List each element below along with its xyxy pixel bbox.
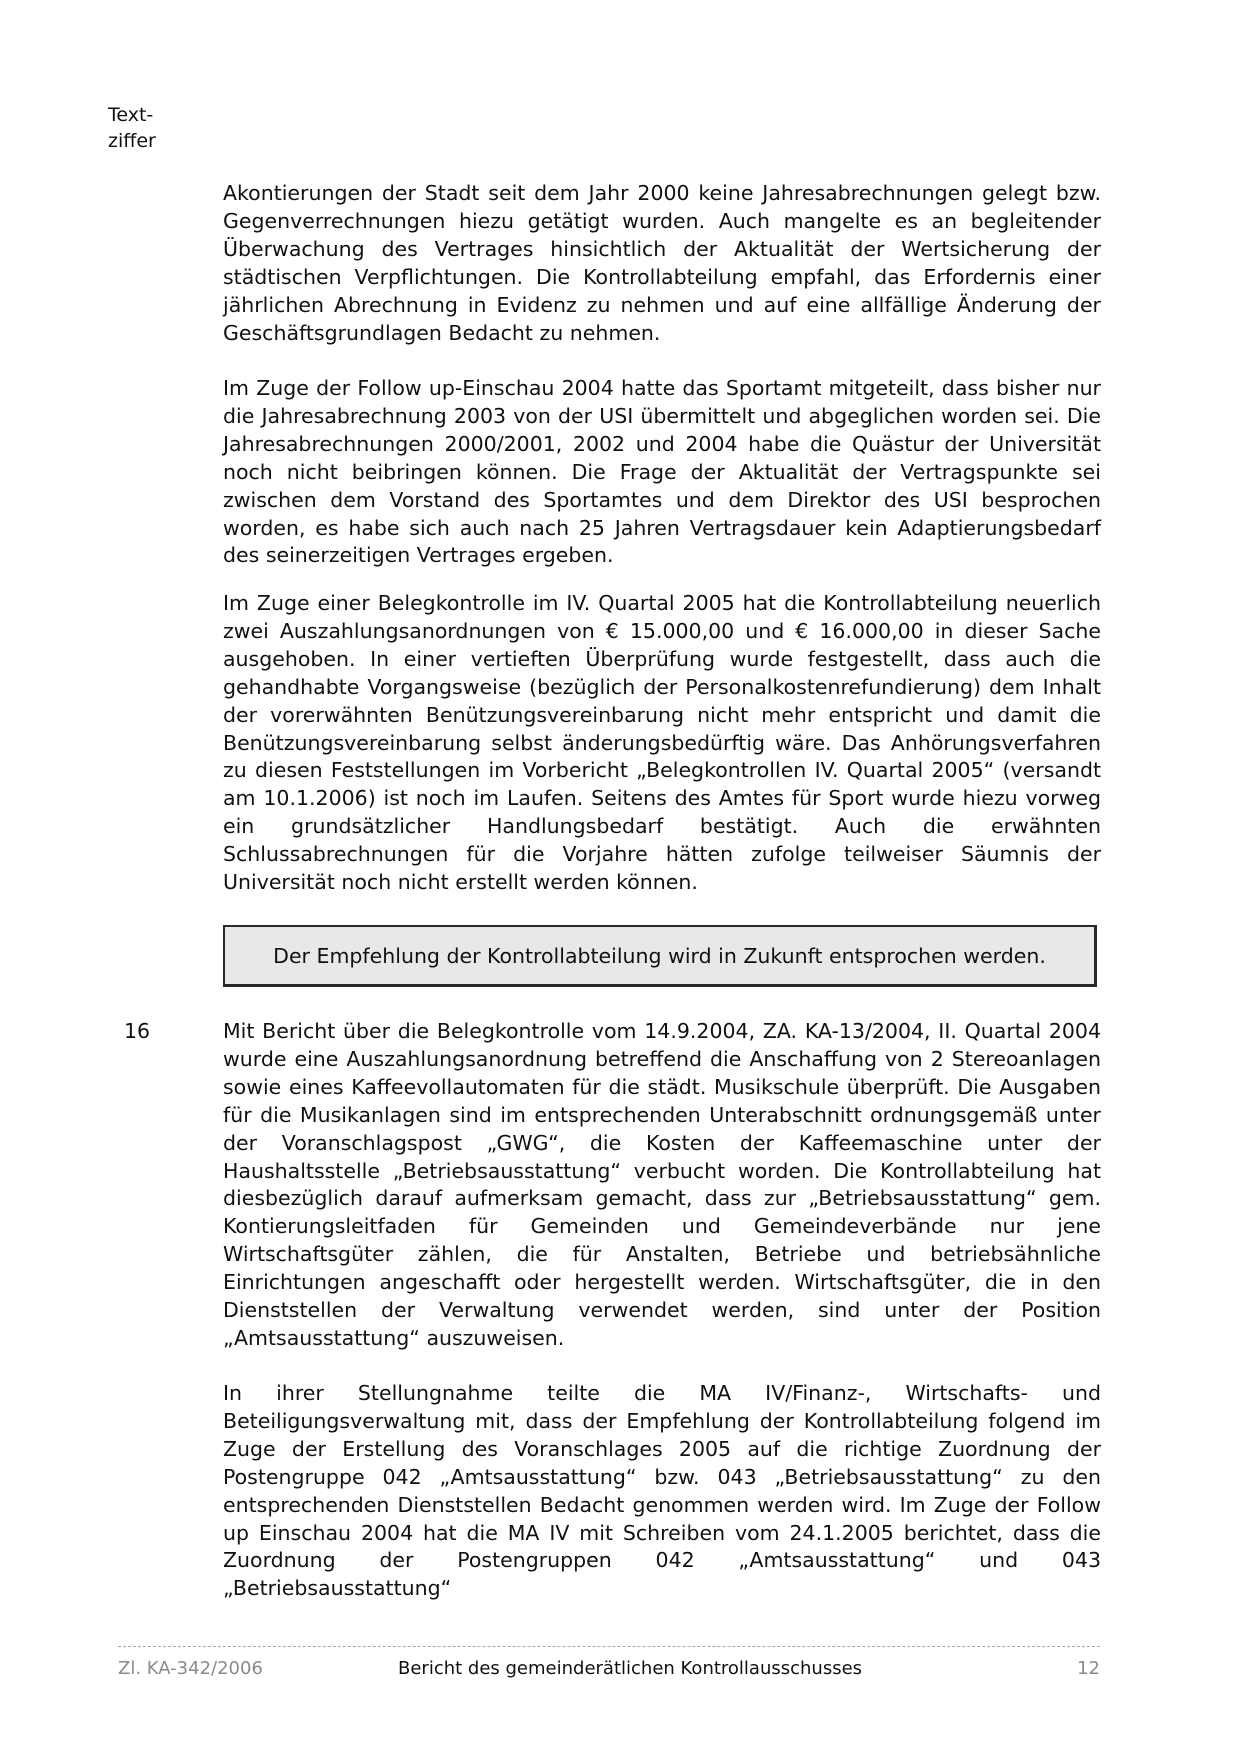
footer-divider <box>118 1646 1100 1647</box>
footer-reference: Zl. KA-342/2006 <box>118 1658 263 1679</box>
statement-reply-box <box>223 925 1097 987</box>
paragraph-ma-iv-statement: In ihrer Stellungnahme teilte die MA IV/Finanz-, Wirtschafts- und Beteiligungsverwaltung mit, dass der Empfehlung der Kontrollabteilung folgend im Zuge der Erstellung des Voranschlages 2005 auf die richtige Zuordnung der Postengruppe 042 „Amtsausstattung“ bzw. 043 „Betriebsausstattung“ zu den entsprechenden Dienststellen Bedacht genommen werden wird. Im Zuge der Follow up Einschau 2004 hat die MA IV mit Schreiben vom 24.1.2005 berichtet, dass die Zuordnung der Postengruppen 042 „Amtsausstattung“ und 043 „Betriebsausstattung“ <box>223 1381 1101 1601</box>
footer-title: Bericht des gemeinderätlichen Kontrollausschusses <box>398 1658 863 1679</box>
textziffer-label-line1: Text- <box>108 104 154 126</box>
textziffer-number: 16 <box>124 1019 151 1043</box>
paragraph-contract-accounting: Akontierungen der Stadt seit dem Jahr 2000 keine Jahresabrechnungen gelegt bzw. Gegenverrechnungen hiezu getätigt wurden. Auch mangelte es an begleitender Überwachung des Vertrages hinsichtlich der Aktualität der Wertsicherung der städtischen Verpflichtungen. Die Kontrollabteilung empfahl, das Erfordernis einer jährlichen Abrechnung in Evidenz zu nehmen und auf eine allfällige Änderung der Geschäftsgrundlagen Bedacht zu nehmen. <box>223 181 1101 345</box>
footer-page-number: 12 <box>1077 1658 1100 1679</box>
textziffer-label-line2: ziffer <box>108 130 156 152</box>
page-footer <box>118 1656 1100 1682</box>
textziffer-column-header <box>108 102 178 154</box>
paragraph-follow-up-2004: Im Zuge der Follow up-Einschau 2004 hatte das Sportamt mitgeteilt, dass bisher nur die Jahresabrechnung 2003 von der USI übermittelt und abgeglichen worden sei. Die Jahresabrechnungen 2000/2001, 2002 und 2004 habe die Quästur der Universität noch nicht beibringen können. Die Frage der Aktualität der Vertragspunkte sei zwischen dem Vorstand des Sportamtes und dem Direktor des USI besprochen worden, es habe sich auch nach 25 Jahren Vertragsdauer kein Adaptierungsbedarf des seinerzeitigen Vertrages ergeben. <box>223 376 1101 568</box>
statement-reply-text: Der Empfehlung der Kontrollabteilung wird in Zukunft entsprochen werden. <box>273 943 1046 968</box>
paragraph-receipt-control-q4-2005: Im Zuge einer Belegkontrolle im IV. Quartal 2005 hat die Kontrollabteilung neuerlich zwei Auszahlungsanordnungen von € 15.000,00 und € 16.000,00 in dieser Sache ausgehoben. In einer vertieften Überprüfung wurde festgestellt, dass auch die gehandhabte Vorgangsweise (bezüglich der Personalkostenrefundierung) dem Inhalt der vorerwähnten Benützungsvereinbarung nicht mehr entspricht und damit die Benützungsvereinbarung selbst änderungsbedürftig wäre. Das Anhörungsverfahren zu diesen Feststellungen im Vorbericht „Belegkontrollen IV. Quartal 2005“ (versandt am 10.1.2006) ist noch im Laufen. Seitens des Amtes für Sport wurde hiezu vorweg ein grundsätzlicher Handlungsbedarf bestätigt. Auch die erwähnten Schlussabrechnungen für die Vorjahre hätten zufolge teilweiser Säumnis der Universität noch nicht erstellt werden können. <box>223 591 1101 895</box>
paragraph-music-school-equipment: Mit Bericht über die Belegkontrolle vom 14.9.2004, ZA. KA-13/2004, II. Quartal 2004 wurde eine Auszahlungsanordnung betreffend die Anschaffung von 2 Stereoanlagen sowie eines Kaffeevollautomaten für die städt. Musikschule überprüft. Die Ausgaben für die Musikanlagen sind im entsprechenden Unterabschnitt ordnungsgemäß unter der Voranschlagspost „GWG“, die Kosten der Kaffeemaschine unter der Haushaltsstelle „Betriebsausstattung“ verbucht worden. Die Kontrollabteilung hat diesbezüglich darauf aufmerksam gemacht, dass zur „Betriebsausstattung“ gem. Kontierungsleitfaden für Gemeinden und Gemeindeverbände nur jene Wirtschaftsgüter zählen, die für Anstalten, Betriebe und betriebsähnliche Einrichtungen angeschafft oder hergestellt werden. Wirtschaftsgüter, die in den Dienststellen der Verwaltung verwendet werden, sind unter der Position „Amtsausstattung“ auszuweisen. <box>223 1019 1101 1350</box>
